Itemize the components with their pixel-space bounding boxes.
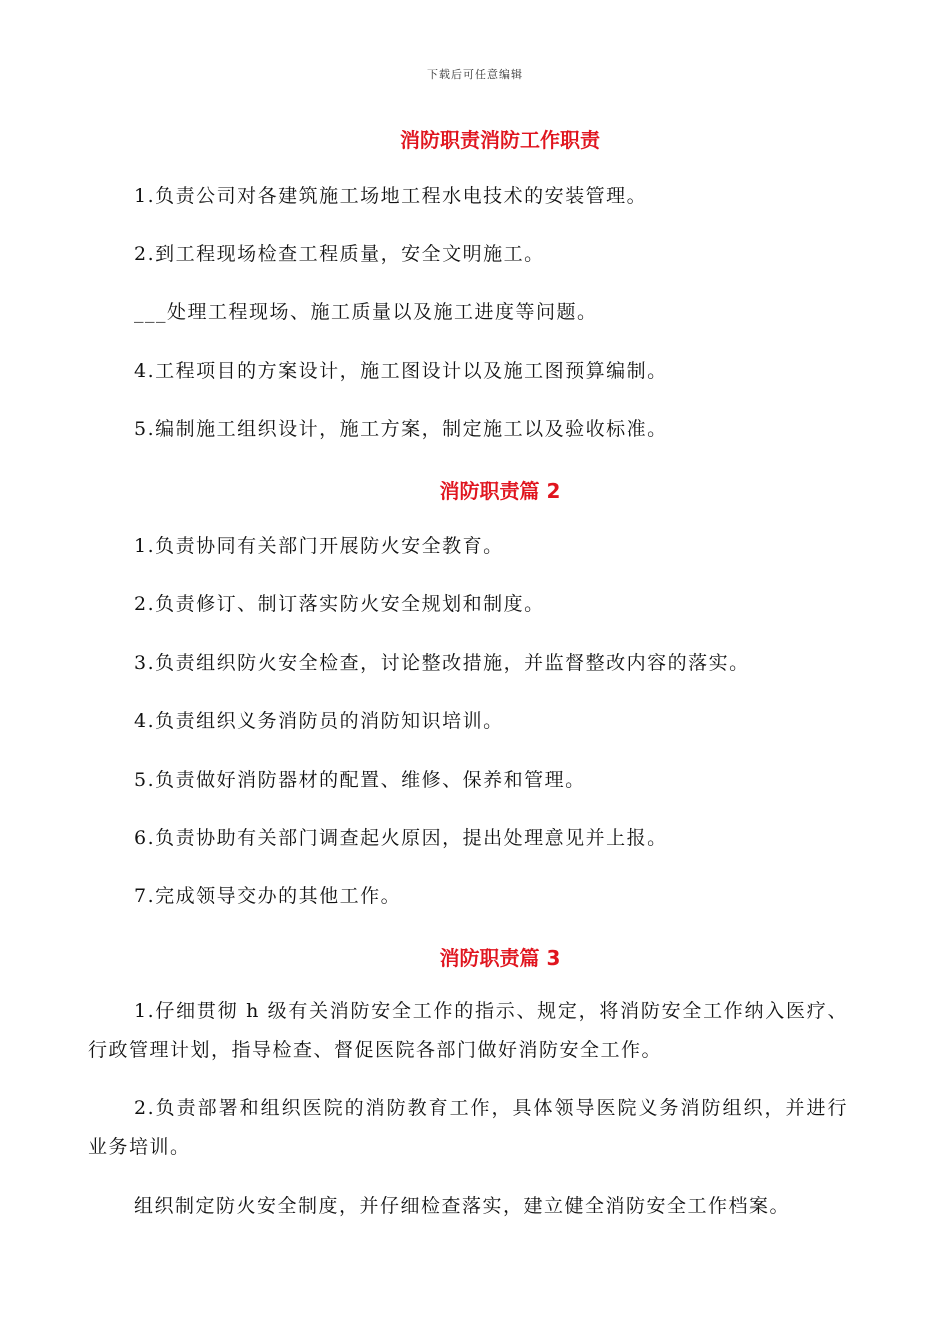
list-item: 3.负责组织防火安全检查，讨论整改措施，并监督整改内容的落实。 — [134, 652, 750, 674]
list-item: 5.编制施工组织设计，施工方案，制定施工以及验收标准。 — [134, 418, 668, 440]
list-item: 7.完成领导交办的其他工作。 — [134, 885, 402, 907]
list-item: 1.负责公司对各建筑施工场地工程水电技术的安装管理。 — [134, 185, 648, 207]
list-item: 6.负责协助有关部门调查起火原因，提出处理意见并上报。 — [134, 827, 668, 849]
header-note: 下载后可任意编辑 — [427, 68, 523, 81]
list-item: 5.负责做好消防器材的配置、维修、保养和管理。 — [134, 769, 586, 791]
paragraph: 组织制定防火安全制度，并仔细检查落实，建立健全消防安全工作档案。 — [134, 1195, 791, 1217]
section-title: 消防职责消防工作职责 — [400, 128, 600, 152]
list-item: 4.负责组织义务消防员的消防知识培训。 — [134, 710, 504, 732]
list-item: 1.负责协同有关部门开展防火安全教育。 — [134, 535, 504, 557]
section-title: 消防职责篇 3 — [439, 946, 561, 970]
paragraph: 1.仔细贯彻 h 级有关消防安全工作的指示、规定，将消防安全工作纳入医疗、行政管理计划，指导检查、督促医院各部门做好消防安全工作。 — [88, 1000, 848, 1061]
list-item: ___处理工程现场、施工质量以及施工进度等问题。 — [134, 301, 598, 323]
list-item: 2.负责修订、制订落实防火安全规划和制度。 — [134, 593, 545, 615]
list-item: 4.工程项目的方案设计，施工图设计以及施工图预算编制。 — [134, 360, 668, 382]
list-item: 2.到工程现场检查工程质量，安全文明施工。 — [134, 243, 545, 265]
paragraph: 2.负责部署和组织医院的消防教育工作，具体领导医院义务消防组织，并进行业务培训。 — [88, 1097, 848, 1158]
section-title: 消防职责篇 2 — [439, 479, 561, 503]
